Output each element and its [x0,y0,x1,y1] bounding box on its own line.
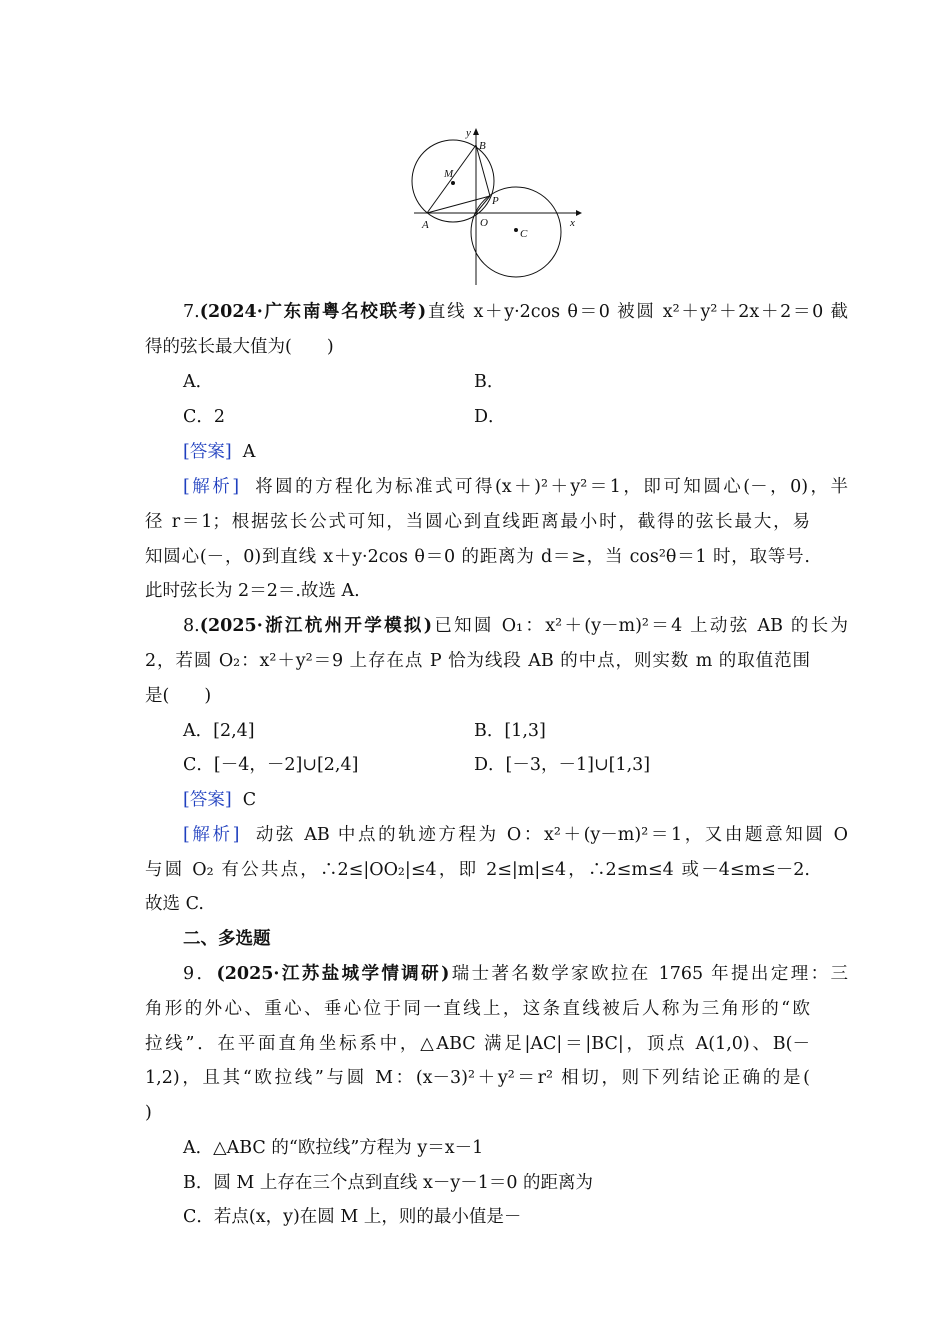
label-x: x [570,217,575,229]
q8-analysis-line-3: 故选 C. [145,894,204,914]
geometry-figure [400,125,600,290]
q7-analysis-line-3: 知圆心(－，0)到直线 x＋y·2cos θ＝0 的距离为 d＝≥，当 cos²θ＝1 时，取等号. [145,547,810,567]
q8-answer-line [183,789,848,811]
q7-number: 7. [183,302,200,322]
point-c [514,228,518,232]
q7-answer-tag: [答案] [183,442,232,462]
q8-option-c: C．[－4，－2]∪[2,4] [183,755,359,775]
q8-analysis-1: 动弦 AB 中点的轨迹方程为 O：x²＋(y－m)²＝1，又由题意知圆 O [255,825,848,845]
q7-answer: A [242,442,256,462]
q8-source: (2025·浙江杭州开学模拟) [199,616,433,636]
label-p: P [492,195,499,207]
q9-stem-line-1 [183,963,848,985]
y-axis-arrow-icon [473,128,479,135]
q9-option-b: B．圆 M 上存在三个点到直线 x－y－1＝0 的距离为 [183,1173,594,1193]
q7-stem-line-1 [183,301,848,323]
q9-stem-line-3: 拉线”．在平面直角坐标系中，△ABC 满足|AC|＝|BC|，顶点 A(1,0)、B(－ [145,1034,810,1054]
q7-option-b: B． [474,372,505,392]
label-a: A [422,219,429,231]
label-y: y [466,127,471,139]
q9-stem-1: 瑞士著名数学家欧拉在 1765 年提出定理：三 [449,964,849,984]
q7-option-a: A． [183,372,214,392]
q7-analysis-1: 将圆的方程化为标准式可得(x＋)²＋y²＝1，即可知圆心(－，0)，半 [255,477,848,497]
q9-option-c: C．若点(x，y)在圆 M 上，则的最小值是－ [183,1207,522,1227]
x-axis-arrow-icon [576,210,582,216]
q8-analysis-line-1 [183,824,848,846]
q7-stem-1: 直线 x＋y·2cos θ＝0 被圆 x²＋y²＋2x＋2＝0 截 [426,302,849,322]
q8-number: 8. [183,616,200,636]
q7-source: (2024·广东南粤名校联考) [199,302,427,322]
q7-stem-line-2: 得的弦长最大值为( ) [145,337,334,357]
point-m [451,181,455,185]
q9-stem-line-5: ) [145,1103,152,1123]
q8-stem-line-2: 2，若圆 O₂：x²＋y²＝9 上存在点 P 恰为线段 AB 的中点，则实数 m 的取值范围 [145,651,810,671]
q9-number: 9． [183,964,217,984]
q9-stem-line-4: 1,2)，且其“欧拉线”与圆 M：(x－3)²＋y²＝r² 相切，则下列结论正确的是( [145,1068,810,1088]
q7-option-c: C．2 [183,407,226,427]
q7-option-d: D． [474,407,506,427]
q8-stem-line-1 [183,615,848,637]
segment-op [476,196,490,213]
q9-option-a: A．△ABC 的“欧拉线”方程为 y＝x－1 [183,1138,484,1158]
q7-answer-line [183,441,848,463]
q7-analysis-line-4: 此时弦长为 2＝2＝.故选 A. [145,581,360,601]
q8-option-d: D．[－3，－1]∪[1,3] [474,755,651,775]
label-o: O [480,217,488,229]
q8-answer: C [242,790,257,810]
label-b: B [479,140,486,152]
q8-option-b: B．[1,3] [474,721,546,741]
q8-answer-tag: [答案] [183,790,232,810]
q9-source: (2025·江苏盐城学情调研) [216,964,450,984]
label-c: C [520,228,528,240]
q8-stem-1: 已知圆 O₁：x²＋(y－m)²＝4 上动弦 AB 的长为 [432,616,849,636]
q7-analysis-line-2: 径 r＝1；根据弦长公式可知，当圆心到直线距离最小时，截得的弦长最大，易 [145,512,810,532]
q7-analysis-tag: [解析] [183,477,240,497]
label-m: M [444,168,454,180]
q7-analysis-line-1 [183,476,848,498]
q8-analysis-line-2: 与圆 O₂ 有公共点，∴2≤|OO₂|≤4，即 2≤|m|≤4，∴2≤m≤4 或－4≤m≤－2. [145,860,810,880]
q8-option-a: A．[2,4] [183,721,255,741]
q8-stem-line-3: 是( ) [145,686,212,706]
q8-analysis-tag: [解析] [183,825,240,845]
section-heading: 二、多选题 [183,929,271,949]
q9-stem-line-2: 角形的外心、重心、垂心位于同一直线上，这条直线被后人称为三角形的“欧 [145,999,810,1019]
